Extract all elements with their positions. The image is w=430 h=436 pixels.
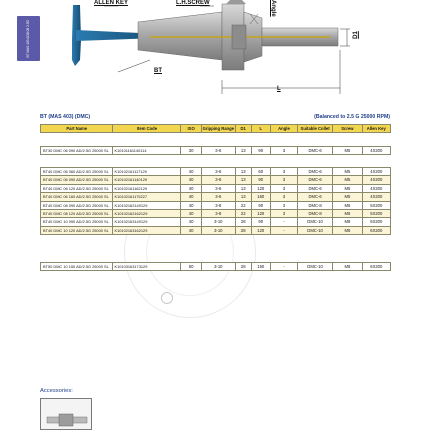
table-cell: 40 (181, 193, 201, 201)
table-row (41, 210, 391, 218)
table-cell: - (270, 263, 297, 271)
table-row (41, 218, 391, 226)
table-cell: 4X200 (362, 168, 390, 176)
table-cell: 3-6 (201, 193, 235, 201)
table-cell: DMC-10 (298, 226, 333, 234)
accessories-title: Accessories: (40, 388, 73, 394)
table-cell: 22 (235, 201, 251, 209)
table-cell: 4X200 (362, 176, 390, 184)
table-cell: 40 (181, 226, 201, 234)
table-cell: 3 (270, 184, 297, 192)
table-cell: 3 (270, 176, 297, 184)
table-cell: 40 (181, 210, 201, 218)
table-cell: BT40 DMC 08 120 AD/2.5G 25000 SL (41, 210, 113, 218)
col-iso: ISO (181, 125, 201, 133)
spec-table-bt40 (40, 167, 391, 235)
table-cell: 3-8 (201, 210, 235, 218)
table-cell: M6 (333, 201, 362, 209)
col-gripping-range: Gripping Range (202, 126, 234, 131)
table-cell: 120 (251, 184, 270, 192)
table-cell: BT30 DMC 06 090 AD/2.5G 25000 SL (41, 147, 113, 155)
callout-l: L (277, 86, 281, 92)
callout-lh-screw: L.H.SCREW (176, 0, 210, 6)
table-cell: DMC-10 (298, 263, 333, 271)
table-cell: 50 (181, 263, 201, 271)
table-cell: 3 (270, 210, 297, 218)
accessory-collet-icon (41, 399, 93, 431)
table-cell: 6X200 (362, 226, 390, 234)
table-cell: K10102162162129 (113, 210, 181, 218)
table-cell: BT40 DMC 06 060 AD/2.5G 25000 SL (41, 168, 113, 176)
table-cell: 3-10 (201, 226, 235, 234)
table-cell: 3-6 (201, 147, 235, 155)
table-row (41, 263, 391, 271)
table-cell: 40 (181, 218, 201, 226)
table-cell: 40 (181, 184, 201, 192)
table-cell: 13 (235, 184, 251, 192)
table-cell: 28 (235, 218, 251, 226)
table-cell: 40 (181, 201, 201, 209)
table-cell: DMC-8 (298, 201, 333, 209)
spec-table-bt30 (40, 146, 391, 155)
table-cell: M8 (333, 226, 362, 234)
table-cell: M8 (333, 263, 362, 271)
table-cell: DMC-6 (298, 193, 333, 201)
table-cell: BT40 DMC 06 160 AD/2.5G 25000 SL (41, 193, 113, 201)
col-l: L (251, 125, 270, 133)
table-cell: K10102163162129 (113, 226, 181, 234)
table-cell: BT40 DMC 08 090 AD/2.5G 25000 SL (41, 201, 113, 209)
table-cell: DMC-6 (298, 176, 333, 184)
table-cell: K10101161140114 (113, 147, 181, 155)
col-suitable-collet: Suitable Collet (298, 125, 333, 133)
table-cell: 40 (181, 168, 201, 176)
table-cell: 5X200 (362, 201, 390, 209)
holder-body-graphic (138, 0, 338, 70)
table-cell: BT40 DMC 06 090 AD/2.5G 25000 SL (41, 176, 113, 184)
table-cell: BT50 DMC 10 150 AD/2.5G 25000 SL (41, 263, 113, 271)
col-item-code: Item Code (113, 125, 181, 133)
series-title: BT (MAS 403) (DMC) (40, 114, 91, 120)
table-cell: 3-6 (201, 168, 235, 176)
table-cell: 3 (270, 168, 297, 176)
table-cell: 60 (251, 168, 270, 176)
col-screw: Screw (333, 125, 362, 133)
table-row (41, 147, 391, 155)
table-row (41, 184, 391, 192)
table-cell: M6 (333, 210, 362, 218)
table-cell: K10102163140129 (113, 218, 181, 226)
callout-bt: BT (154, 68, 162, 74)
table-cell: K10102161162129 (113, 184, 181, 192)
table-cell: K10102161175227 (113, 193, 181, 201)
accessory-image[interactable] (40, 398, 92, 430)
table-cell: 3-10 (201, 218, 235, 226)
table-cell: 90 (251, 201, 270, 209)
table-cell: 6X200 (362, 218, 390, 226)
table-cell: DMC-8 (298, 210, 333, 218)
table-cell: M5 (333, 176, 362, 184)
table-cell: 3 (270, 193, 297, 201)
table-cell: 28 (235, 226, 251, 234)
table-cell: DMC-6 (298, 168, 333, 176)
table-cell: 6X200 (362, 263, 390, 271)
table-cell: 90 (251, 176, 270, 184)
col-d1: D1 (235, 125, 251, 133)
table-cell: 90 (251, 218, 270, 226)
table-cell: - (270, 218, 297, 226)
table-cell: 13 (235, 193, 251, 201)
col-allen-key: Allen Key (362, 125, 390, 133)
table-cell: - (270, 226, 297, 234)
tool-holder-drawing (0, 0, 430, 112)
table-cell: M5 (333, 184, 362, 192)
table-cell: K10102162140129 (113, 201, 181, 209)
table-cell: M5 (333, 193, 362, 201)
table-cell: 150 (251, 263, 270, 271)
table-cell: 4X200 (362, 184, 390, 192)
table-cell: 120 (251, 210, 270, 218)
table-cell: 120 (251, 226, 270, 234)
table-cell: 22 (235, 210, 251, 218)
table-cell: BT40 DMC 06 120 AD/2.5G 25000 SL (41, 184, 113, 192)
table-cell: 3-6 (201, 184, 235, 192)
table-cell: DMC-6 (298, 147, 333, 155)
callout-angle: Angle (270, 0, 276, 17)
table-cell: 3 (270, 147, 297, 155)
table-row (41, 201, 391, 209)
table-row (41, 193, 391, 201)
table-cell: 3-6 (201, 176, 235, 184)
side-tab-label: BT MAS 403 ADB 06 2.5G (25, 19, 30, 58)
col-part-name: Part Name (41, 125, 113, 133)
table-row (41, 226, 391, 234)
table-cell: 4X200 (362, 193, 390, 201)
table-cell: 13 (235, 168, 251, 176)
table-cell: 5X200 (362, 210, 390, 218)
table-row (41, 168, 391, 176)
table-cell: BT40 DMC 10 120 AD/2.5G 25000 SL (41, 226, 113, 234)
table-cell: DMC-10 (298, 218, 333, 226)
table-cell: K10102161140129 (113, 176, 181, 184)
table-cell: DMC-6 (298, 184, 333, 192)
table-cell: 160 (251, 193, 270, 201)
table-cell: M5 (333, 168, 362, 176)
callout-allen-key: ALLEN KEY (94, 0, 129, 6)
table-cell: 3-10 (201, 263, 235, 271)
table-cell: 13 (235, 176, 251, 184)
table-cell: M8 (333, 218, 362, 226)
table-cell: 40 (181, 176, 201, 184)
spec-table-header (40, 124, 391, 133)
table-row (41, 176, 391, 184)
callout-d1: D1 (352, 31, 359, 39)
table-cell: 90 (251, 147, 270, 155)
col-angle: Angle (270, 125, 297, 133)
circle-marker (161, 292, 173, 304)
table-cell: K10102161117129 (113, 168, 181, 176)
table-cell: 28 (235, 263, 251, 271)
table-cell: 13 (235, 147, 251, 155)
table-cell: 3-8 (201, 201, 235, 209)
table-cell: 4X200 (362, 147, 390, 155)
table-cell: M5 (333, 147, 362, 155)
table-cell: 3 (270, 201, 297, 209)
table-cell: BT40 DMC 10 090 AD/2.5G 25000 SL (41, 218, 113, 226)
spec-table-bt50 (40, 262, 391, 271)
table-cell: 30 (181, 147, 201, 155)
balance-note: (Balanced to 2.5 G 25000 RPM) (314, 114, 390, 120)
table-cell: K10103163173129 (113, 263, 181, 271)
